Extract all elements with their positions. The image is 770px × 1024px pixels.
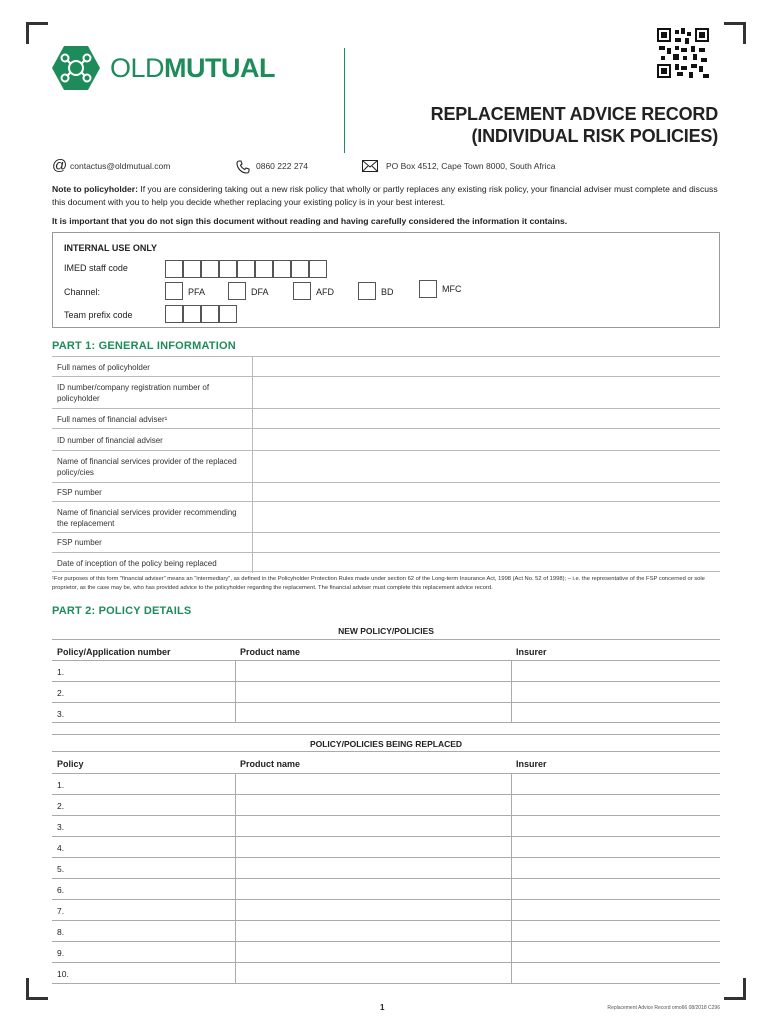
row-number: 3.: [57, 709, 65, 719]
corner-mark-bottom-left: [26, 978, 48, 1000]
replaced-policies-title: POLICY/POLICIES BEING REPLACED: [309, 739, 463, 749]
email-icon: @: [52, 157, 68, 174]
column-header: Product name: [240, 759, 301, 769]
channel-mfc-label: MFC: [442, 284, 462, 294]
brand-wordmark: OLDMUTUAL: [110, 53, 276, 83]
contact-email: contactus@oldmutual.com: [70, 161, 171, 171]
table-row[interactable]: [52, 450, 720, 482]
field-label: Full names of financial adviser¹: [57, 415, 168, 424]
channel-mfc-checkbox[interactable]: [419, 280, 437, 298]
channel-afd-label: AFD: [316, 287, 334, 297]
imed-code-box[interactable]: [183, 260, 201, 278]
column-header: Policy/Application number: [57, 647, 171, 657]
channel-bd-label: BD: [381, 287, 394, 297]
table-row[interactable]: [52, 552, 720, 572]
corner-mark-top-right: [724, 22, 746, 44]
imed-staff-code-label: IMED staff code: [64, 263, 128, 273]
contact-phone: 0860 222 274: [256, 161, 308, 171]
row-number: 5.: [57, 864, 65, 874]
imed-code-box[interactable]: [255, 260, 273, 278]
column-header: Policy: [57, 759, 84, 769]
footnote: ¹For purposes of this form "financial adviser" means an "intermediary", as defined in the Policyholder Protection Rules made under section 62 of the Long-term Insurance Act, 1998 (Act No. 52 of 1998); – i.e. the representative of the FSP concerned or sole proprietor, as the case may be, who has provided advice to the policyholder regarding the replacement. The financial adviser must complete this replacement advice record.: [52, 576, 705, 591]
table-row[interactable]: [52, 532, 720, 552]
channel-label: Channel:: [64, 287, 101, 297]
new-policies-table: [52, 622, 720, 722]
row-number: 2.: [57, 688, 65, 698]
document-title: REPLACEMENT ADVICE RECORD: [430, 104, 718, 124]
table-row[interactable]: [52, 356, 720, 376]
field-label: ID number/company registration number of policyholder: [57, 383, 210, 403]
page-number: 1: [380, 1003, 385, 1012]
channel-bd-checkbox[interactable]: [358, 282, 376, 300]
imed-code-box[interactable]: [291, 260, 309, 278]
channel-pfa-checkbox[interactable]: [165, 282, 183, 300]
imed-code-box[interactable]: [201, 260, 219, 278]
field-label: Name of financial services provider recommending the replacement: [57, 508, 237, 528]
header-divider: [344, 48, 345, 153]
channel-afd-checkbox[interactable]: [293, 282, 311, 300]
row-number: 1.: [57, 667, 65, 677]
corner-mark-bottom-right: [724, 978, 746, 1000]
field-label: ID number of financial adviser: [57, 436, 163, 445]
row-number: 9.: [57, 948, 65, 958]
imed-code-box[interactable]: [237, 260, 255, 278]
field-label: Full names of policyholder: [57, 363, 150, 372]
important-notice: It is important that you do not sign this document without reading and having carefully considered the information it contains.: [52, 216, 568, 226]
row-number: 6.: [57, 885, 65, 895]
policyholder-note: Note to policyholder: If you are considering taking out a new risk policy that wholly or partly replaces any existing risk policy, your financial adviser must complete and discuss this document with you to help you decide whether replacing your existing policy is in your best interest.: [52, 184, 718, 207]
column-header: Product name: [240, 647, 301, 657]
team-prefix-box[interactable]: [219, 305, 237, 323]
table-row[interactable]: [52, 428, 720, 450]
imed-code-box[interactable]: [165, 260, 183, 278]
channel-pfa-label: PFA: [188, 287, 206, 297]
imed-code-box[interactable]: [309, 260, 327, 278]
channel-dfa-label: DFA: [251, 287, 269, 297]
team-prefix-box[interactable]: [201, 305, 219, 323]
row-number: 3.: [57, 822, 65, 832]
imed-code-box[interactable]: [273, 260, 291, 278]
row-number: 2.: [57, 801, 65, 811]
field-label: Name of financial services provider of the replaced policy/cies: [57, 457, 237, 477]
part2-heading: PART 2: POLICY DETAILS: [52, 605, 192, 617]
team-prefix-box[interactable]: [183, 305, 201, 323]
row-number: 1.: [57, 780, 65, 790]
column-header: Insurer: [516, 647, 547, 657]
row-number: 7.: [57, 906, 65, 916]
field-label: FSP number: [57, 488, 102, 497]
table-row[interactable]: [52, 376, 720, 408]
contact-address: PO Box 4512, Cape Town 8000, South Africa: [386, 161, 556, 171]
imed-code-box[interactable]: [219, 260, 237, 278]
table-row[interactable]: [52, 482, 720, 501]
field-label: FSP number: [57, 538, 102, 547]
channel-dfa-checkbox[interactable]: [228, 282, 246, 300]
table-row[interactable]: [52, 408, 720, 428]
internal-use-heading: INTERNAL USE ONLY: [64, 243, 158, 253]
team-prefix-label: Team prefix code: [64, 310, 133, 320]
team-prefix-box[interactable]: [165, 305, 183, 323]
old-mutual-logo-icon: [50, 44, 102, 92]
part1-heading: PART 1: GENERAL INFORMATION: [52, 340, 236, 352]
row-number: 8.: [57, 927, 65, 937]
form-reference: Replacement Advice Record omo66 08/2018 C296: [607, 1005, 720, 1011]
mail-envelope-icon: [362, 160, 378, 172]
replaced-policies-table: [52, 734, 720, 984]
new-policies-title: NEW POLICY/POLICIES: [338, 626, 434, 636]
corner-mark-top-left: [26, 22, 48, 44]
row-number: 4.: [57, 843, 65, 853]
document-subtitle: (INDIVIDUAL RISK POLICIES): [471, 126, 718, 146]
table-row[interactable]: [52, 501, 720, 532]
internal-use-section: [52, 232, 720, 328]
phone-icon: [236, 160, 250, 174]
qr-code-icon: [657, 28, 709, 78]
column-header: Insurer: [516, 759, 547, 769]
row-number: 10.: [57, 969, 69, 979]
field-label: Date of inception of the policy being replaced: [57, 559, 217, 568]
